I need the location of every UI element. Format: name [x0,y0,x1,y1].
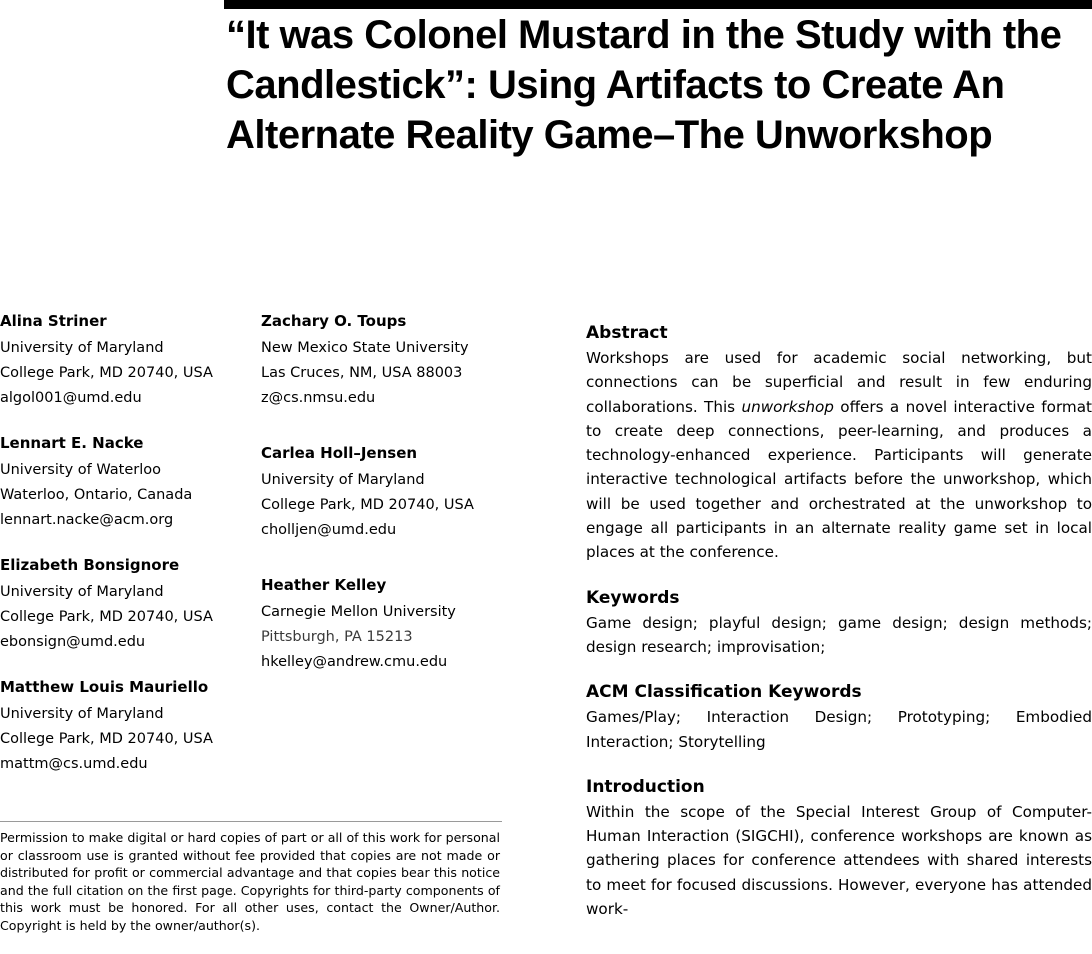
author-name: Alina Striner [0,312,107,330]
author-email[interactable]: ebonsign@umd.edu [0,634,146,650]
keywords-text: Game design; playful design; game design; design methods; design research; improvisation; [586,613,1092,656]
author-name: Zachary O. Toups [261,312,407,330]
author-affiliation: University of Waterloo [0,462,161,478]
abstract-text-part-1: Workshops are used for academic social networking, but connections can be superficial and result in few enduring collaborations. This [586,349,1092,416]
author-name: Heather Kelley [261,576,387,594]
abstract-heading: Abstract [586,323,668,343]
author-address: College Park, MD 20740, USA [261,497,474,513]
author-entry [0,311,240,411]
permission-notice: Permission to make digital or hard copies of part or all of this work for personal or classroom use is granted without fee provided that copies are not made or distributed for profit or commercial advantage and that copies bear this notice and the full citation on the first page. Copyrights for third-party components of this work must be honored. For all other uses, contact the Owner/Author. Copyright is held by the owner/author(s). [0,830,500,933]
author-email[interactable]: lennart.nacke@acm.org [0,512,174,528]
author-affiliation: University of Maryland [0,340,164,356]
author-entry [261,443,511,543]
page-title: “It was Colonel Mustard in the Study with the Candlestick”: Using Artifacts to Create An Alternate Reality Game–The Unworkshop [226,13,1062,157]
author-email[interactable]: hkelley@andrew.cmu.edu [261,654,448,670]
notice-divider [0,821,502,822]
author-name: Carlea Holl–Jensen [261,444,418,462]
author-address: College Park, MD 20740, USA [0,609,213,625]
author-address: Pittsburgh, PA 15213 [261,629,413,645]
body-column [586,322,1092,921]
author-name: Matthew Louis Mauriello [0,678,209,696]
author-entry [261,311,511,411]
author-name: Lennart E. Nacke [0,434,144,452]
author-entry [0,555,240,655]
author-address: Waterloo, Ontario, Canada [0,487,193,503]
author-address: College Park, MD 20740, USA [0,731,213,747]
acm-classification-text: Games/Play; Interaction Design; Prototyping; Embodied Interaction; Storytelling [586,708,1092,751]
abstract-italic-term: unworkshop [741,397,834,416]
author-entry [261,575,511,675]
keywords-heading: Keywords [586,587,680,608]
author-email[interactable]: mattm@cs.umd.edu [0,756,148,772]
author-affiliation: New Mexico State University [261,340,469,356]
author-email[interactable]: z@cs.nmsu.edu [261,390,376,406]
author-affiliation: University of Maryland [261,472,425,488]
introduction-text: Within the scope of the Special Interest Group of Computer-Human Interaction (SIGCHI), conference workshops are known as gathering places for conference attendees with shared interests to meet for focused discussions. However, everyone has attended work- [586,802,1092,919]
author-address: College Park, MD 20740, USA [0,365,213,381]
authors-column-left [0,311,240,799]
author-affiliation: University of Maryland [0,706,164,722]
author-email[interactable]: algol001@umd.edu [0,390,142,406]
author-entry [0,677,240,777]
authors-column-middle [261,311,511,697]
abstract-text [586,346,1092,565]
introduction-heading: Introduction [586,776,705,797]
author-email[interactable]: cholljen@umd.edu [261,522,397,538]
author-entry [0,433,240,533]
author-name: Elizabeth Bonsignore [0,556,180,574]
author-affiliation: Carnegie Mellon University [261,604,456,620]
author-affiliation: University of Maryland [0,584,164,600]
abstract-text-part-2: offers a novel interactive format to create deep connections, peer-learning, and produces a technology-enhanced experience. Participants will generate interactive technological artifacts before the unworkshop, which will be used together and orchestrated at the unworkshop to engage all participants in an alternate reality game set in local places at the conference. [586,397,1092,562]
header-rule [224,0,1092,9]
author-address: Las Cruces, NM, USA 88003 [261,365,463,381]
acm-classification-heading: ACM Classification Keywords [586,682,862,703]
